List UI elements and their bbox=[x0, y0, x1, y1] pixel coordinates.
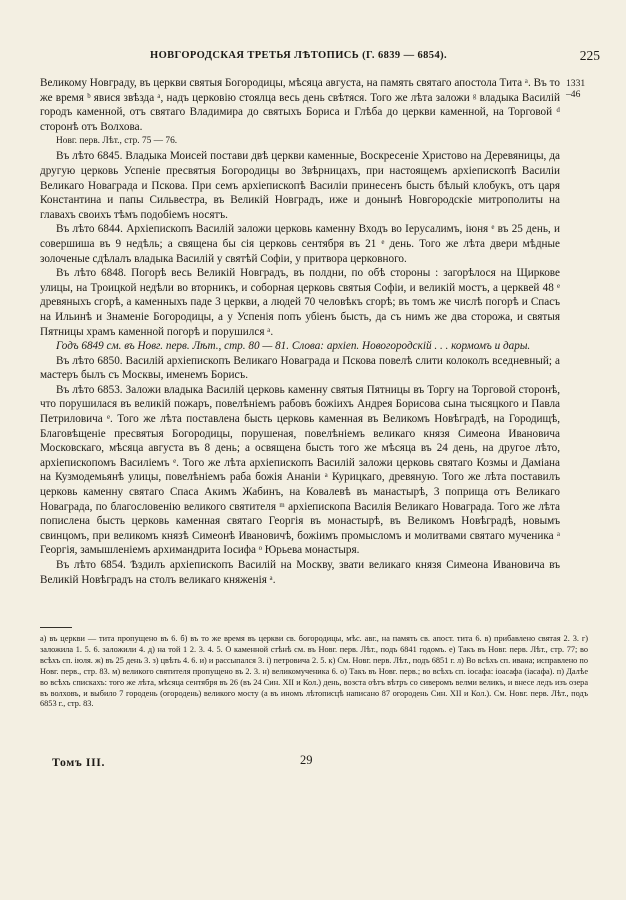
footnotes bbox=[40, 634, 588, 710]
paragraph: Годъ 6849 см. въ Новг. перв. Лѣт., стр. 80 — 81. Слова: архіеп. Новогородскій . . . кормомъ и дары. bbox=[56, 340, 531, 353]
paragraph: Въ лѣто 6845. Владыка Моисей постави двѣ церкви каменные, Воскресеніе Христово на Деревяницы, да другую церковь Успеніе пресвятыя Богородицы во Звѣрницахъ, при настоящемъ архіепископѣ Василіи Великаго Новаграда и Пскова. При семъ архіепископѣ Василіи принесенъ бысть бѣлый клобукъ, отъ царя Константина и папы Сильвестра, въ Великій Новградъ, иже и донынѣ Новгородскіе митрополиты на главахъ своихъ тѣмъ подобіемъ носятъ. bbox=[40, 150, 560, 221]
paragraph: Въ лѣто 6853. Заложи владыка Василій церковь каменну святыя Пятницы въ Торгу на Торговой сторонѣ, что порушилася въ великій пожаръ, повелѣніемъ рабовъ божіихъ Андрея Борисова сына тысяцкого и Павла Петриловича ᵉ. Того же лѣта поставлена бысть церковь каменная въ Великомъ Новѣградѣ, на Городищѣ, Благовѣщеніе пресвятыя Богородицы, порушеная, повелѣніемъ великаго князя Симеона Ивановича Московскаго, мѣсяца августа въ 8 день; а освящена бысть того же мѣсяца въ 24 день, на другое лѣто, архіепископомъ Василіемъ ᵉ. Того же лѣта архіепископъ Василій заложи церковь святаго Козмы и Даміана на Кузмодемьянѣ улицы, повелѣніемъ раба божія Ананіи ᵃ Курицкаго, древяную. Того же лѣта поставилъ церковь каменну святаго Спаса Акимъ Жабинъ, на Ковалевѣ въ манастырѣ, 3 поприща отъ Великаго Новаграда, по благословенію великого святителя ᵐ архіепископа Василія Великаго Новаграда. Того же лѣта попислена бысть церковь каменная святаго Георгія въ монастырѣ, въ Великомъ Новѣградѣ, новымъ свинцомъ, при великомъ князѣ Симеонѣ Ивановичѣ, божіимъ промысломъ и молитвами святаго мученика ᵃ Георгія, замышленіемъ архимандрита Іосифа ᵒ Юрьева монастыря. bbox=[40, 383, 560, 557]
source-reference: Новг. перв. Лѣт., стр. 75 — 76. bbox=[56, 136, 178, 147]
footnote-text: а) въ церкви — тита пропущено въ 6. б) въ то же время въ церкви св. богородицы, мѣс. авг., на память св. апост. тита 6. в) прибавлено святая 2. 3. г) заложила 1. 5. 6. заложили 4. д) на той 1 2. 3. 4. 5. О каменной стѣнѣ см. въ Новг. перв. Лѣт., подъ 6841 годомъ. е) Такъ въ Новг. перв. Лѣт., стр. 77; во всѣхъ сп. іюля. ж) въ 25 день 3. з) цвѣть 4. 6. и) и рассыпался 3. і) петровича 2. 5. к) См. Новг. перв. Лѣт., подъ 6851 г. л) Во всѣхъ сп. ивана; исправлено по Новг. перв., стр. 83. м) великого святителя пропущено въ 2. 3. н) великомученика 6. о) Такъ въ Новг. перв.; во всѣхъ сп. іосафа: іоасафа (iасафа). п) Далѣе во всѣхъ спискахъ: того же лѣта, мѣсяца сентября въ 26 (въ 24 Син. XII и Кол.) день, возста оѣтъ вѣтръ со сиверомъ велми великъ, и внесе ледъ изъ озера въ волховъ, и выбило 7 городень (огородень) великого мосту (а въ иномъ лѣтописцѣ написано 87 огородень Син. XII и Кол.). См. Новг. перв. Лѣт., подъ 6853 г., стр. 83. bbox=[40, 634, 588, 709]
running-title: НОВГОРОДСКАЯ ТРЕТЬЯ ЛѢТОПИСЬ (Г. 6839 — 6854). bbox=[150, 50, 448, 61]
signature-mark: 29 bbox=[300, 753, 313, 767]
paragraph: Въ лѣто 6848. Погорѣ весь Великій Новградъ, въ полдни, по обѣ стороны : загорѣлося на Щиркове улицы, на Троицкой недѣли во вторникъ, и соборная церковь святыя Софіи, и великій мостъ, а церквей 48 ᵉ древяныхъ сгорѣ, а каменныхъ паде 3 церкви, а людей 70 человѣкъ сгорѣ; въ томъ же числѣ погорѣ и Спасъ на Ильинѣ и Знаменіе Богородицы, а у Успенія попъ убіенъ бысть, да съ нимъ же два сторожа, и святыя Пятницы храмъ каменной погорѣ и порушился ᵃ. bbox=[40, 267, 560, 338]
paragraph: Великому Новграду, въ церкви святыя Богородицы, мѣсяца августа, на память святаго апостола Тита ᵃ. Въ то же время ᵇ явися звѣзда ᵃ, надъ церковію стоялца весь день свѣтяся. Того же лѣта заложи ᵍ владыка Василій городъ каменной, отъ святаго Владимира до святыхъ Бориса и Глѣба до церкви каменной, на Торговой ᵈ сторонѣ отъ Волхова. bbox=[40, 77, 560, 133]
running-header bbox=[40, 50, 600, 66]
margin-year-end: –46 bbox=[566, 89, 581, 100]
footnote-rule bbox=[40, 627, 72, 628]
paragraph: Въ лѣто 6850. Василій архіепископъ Великаго Новаграда и Пскова повелѣ слити колоколъ вседневный; а мастеръ былъ съ Москвы, именемъ Борисъ. bbox=[40, 354, 560, 382]
page-number: 225 bbox=[579, 48, 600, 63]
paragraph: Въ лѣто 6854. Ѣздилъ архіепископъ Василій на Москву, звати великаго князя Симеона Ивановича въ Великій Новѣградъ на столъ великаго княженія ᵃ. bbox=[40, 559, 560, 586]
volume-label: Томъ III. bbox=[52, 755, 105, 769]
paragraph: Въ лѣто 6844. Архіепископъ Василій заложи церковь каменну Входъ во Іерусалимъ, іюня ᵉ въ 25 день, и совершиша въ 9 недѣль; а священа бы сія церковь сентября въ 21 ᵉ день. Того же лѣта двери мѣдные золоченые сдѣлалъ владыка Василій у святѣй Софіи, у притвора церковного. bbox=[40, 223, 560, 265]
margin-year-start: 1331 bbox=[566, 78, 586, 89]
main-text bbox=[40, 76, 560, 587]
